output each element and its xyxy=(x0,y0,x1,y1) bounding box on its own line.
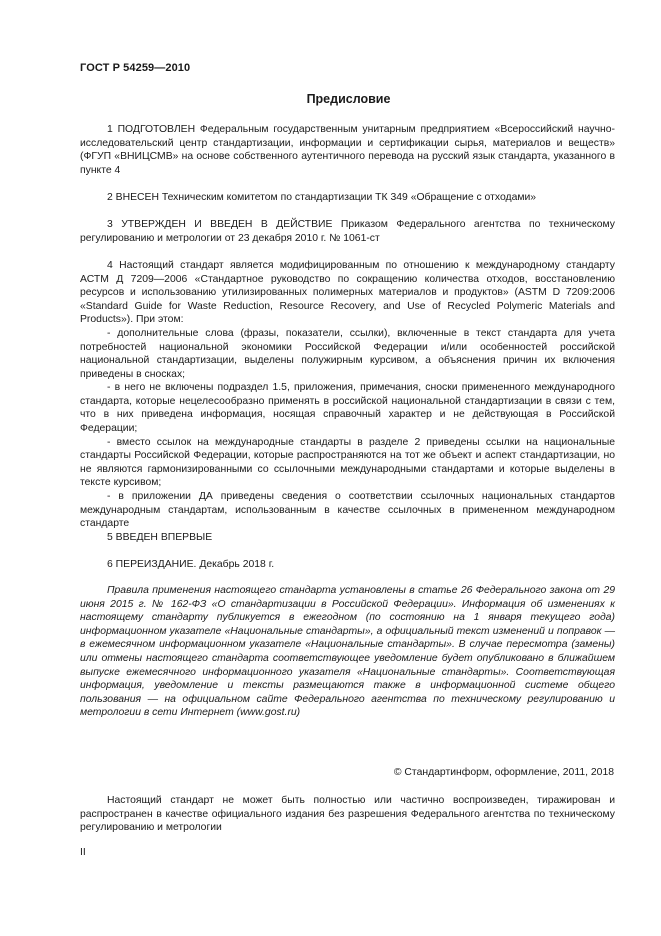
section-1: 1 ПОДГОТОВЛЕН Федеральным государственным унитарным предприятием «Всероссийский научно-исследовательский центр стандартизации, информации и сертификации сырья, материалов и веществ» (ФГУП «ВНИЦСМВ» на основе собственного аутентичного перевода на русский язык стандарта, указанного в пункте 4 xyxy=(80,124,615,176)
section-6: 6 ПЕРЕИЗДАНИЕ. Декабрь 2018 г. xyxy=(107,559,275,570)
application-notice xyxy=(80,584,615,720)
section-4-item: - в приложении ДА приведены сведения о соответствии ссылочных национальных стандартов международным стандартам, использованным в качестве ссылочных в примененном международном стандарте xyxy=(80,491,615,530)
section-4-item: - в него не включены подраздел 1.5, приложения, примечания, сноски примененного международного стандарта, которые нецелесообразно применять в российской национальной стандартизации в связи с тем, что в них приведена информация, носящая справочный характер и не действующая в Российской Федерации; xyxy=(80,382,615,435)
section-4-item: - дополнительные слова (фразы, показатели, ссылки), включенные в текст стандарта для учета потребностей национальной экономики Российской Федерации и/или особенностей российской национальной стандартизации, выделены полужирным курсивом, а объяснения причин их включения приведены в сносках; xyxy=(80,327,615,380)
section-5: 5 ВВЕДЕН ВПЕРВЫЕ xyxy=(107,531,213,543)
paragraph-gap xyxy=(80,205,615,219)
section-3: 3 УТВЕРЖДЕН И ВВЕДЕН В ДЕЙСТВИЕ Приказом Федерального агентства по техническому регулированию и метрологии от 23 декабря 2010 г. № 1061-ст xyxy=(80,219,615,244)
paragraph-gap xyxy=(80,245,615,259)
section-4: 4 Настоящий стандарт является модифицированным по отношению к международному стандарту АСТМ Д 7209—2006 «Стандартное руководство по сокращению количества отходов, восстановлению ресурсов и использованию утилизированных полимерных материалов и продуктов» (ASTM D 7209:2006 «Standard Guide for Waste Reduction, Resource Recovery, and Use of Recycled Polymeric Materials and Products»). При этом: xyxy=(80,259,615,326)
standard-code: ГОСТ Р 54259—2010 xyxy=(80,62,191,74)
legal-notice xyxy=(80,794,615,835)
section-4-item: - вместо ссылок на международные стандарты в разделе 2 приведены ссылки на национальные стандарты Российской Федерации, которые распространяются на тот же объект и аспект стандартизации, но не являются гармонизированными со ссылочными международными стандартами и которые выделены в тексте курсивом; xyxy=(80,436,615,489)
foreword-body xyxy=(80,123,615,572)
notice-text: Правила применения настоящего стандарта установлены в статье 26 Федерального закона от 29 июня 2015 г. № 162-ФЗ «О стандартизации в Российской Федерации». Информация об изменениях к настоящему стандарту публикуется в ежегодном (по состоянию на 1 января текущего года) информационном указателе «Национальные стандарты», а официальный текст изменений и поправок — в ежемесячном информационном указателе «Национальные стандарты». В случае пересмотра (замены) или отмены настоящего стандарта соответствующее уведомление будет опубликовано в ближайшем выпуске ежемесячного информационного указателя «Национальные стандарты». Соответствующая информация, уведомление и тексты размещаются также в информационной системе общего пользования — на официальном сайте Федерального агентства по техническому регулированию и метрологии в сети Интернет (www.gost.ru) xyxy=(80,585,615,719)
page-number: II xyxy=(80,847,86,858)
paragraph-gap xyxy=(80,177,615,191)
legal-text: Настоящий стандарт не может быть полностью или частично воспроизведен, тиражирован и распространен в качестве официального издания без разрешения Федерального агентства по техническому регулированию и метрологии xyxy=(80,795,615,834)
copyright-line: © Стандартинформ, оформление, 2011, 2018 xyxy=(393,767,614,778)
paragraph-gap xyxy=(80,544,615,558)
page-title: Предисловие xyxy=(306,92,391,106)
section-2: 2 ВНЕСЕН Техническим комитетом по стандартизации ТК 349 «Обращение с отходами» xyxy=(107,191,537,203)
